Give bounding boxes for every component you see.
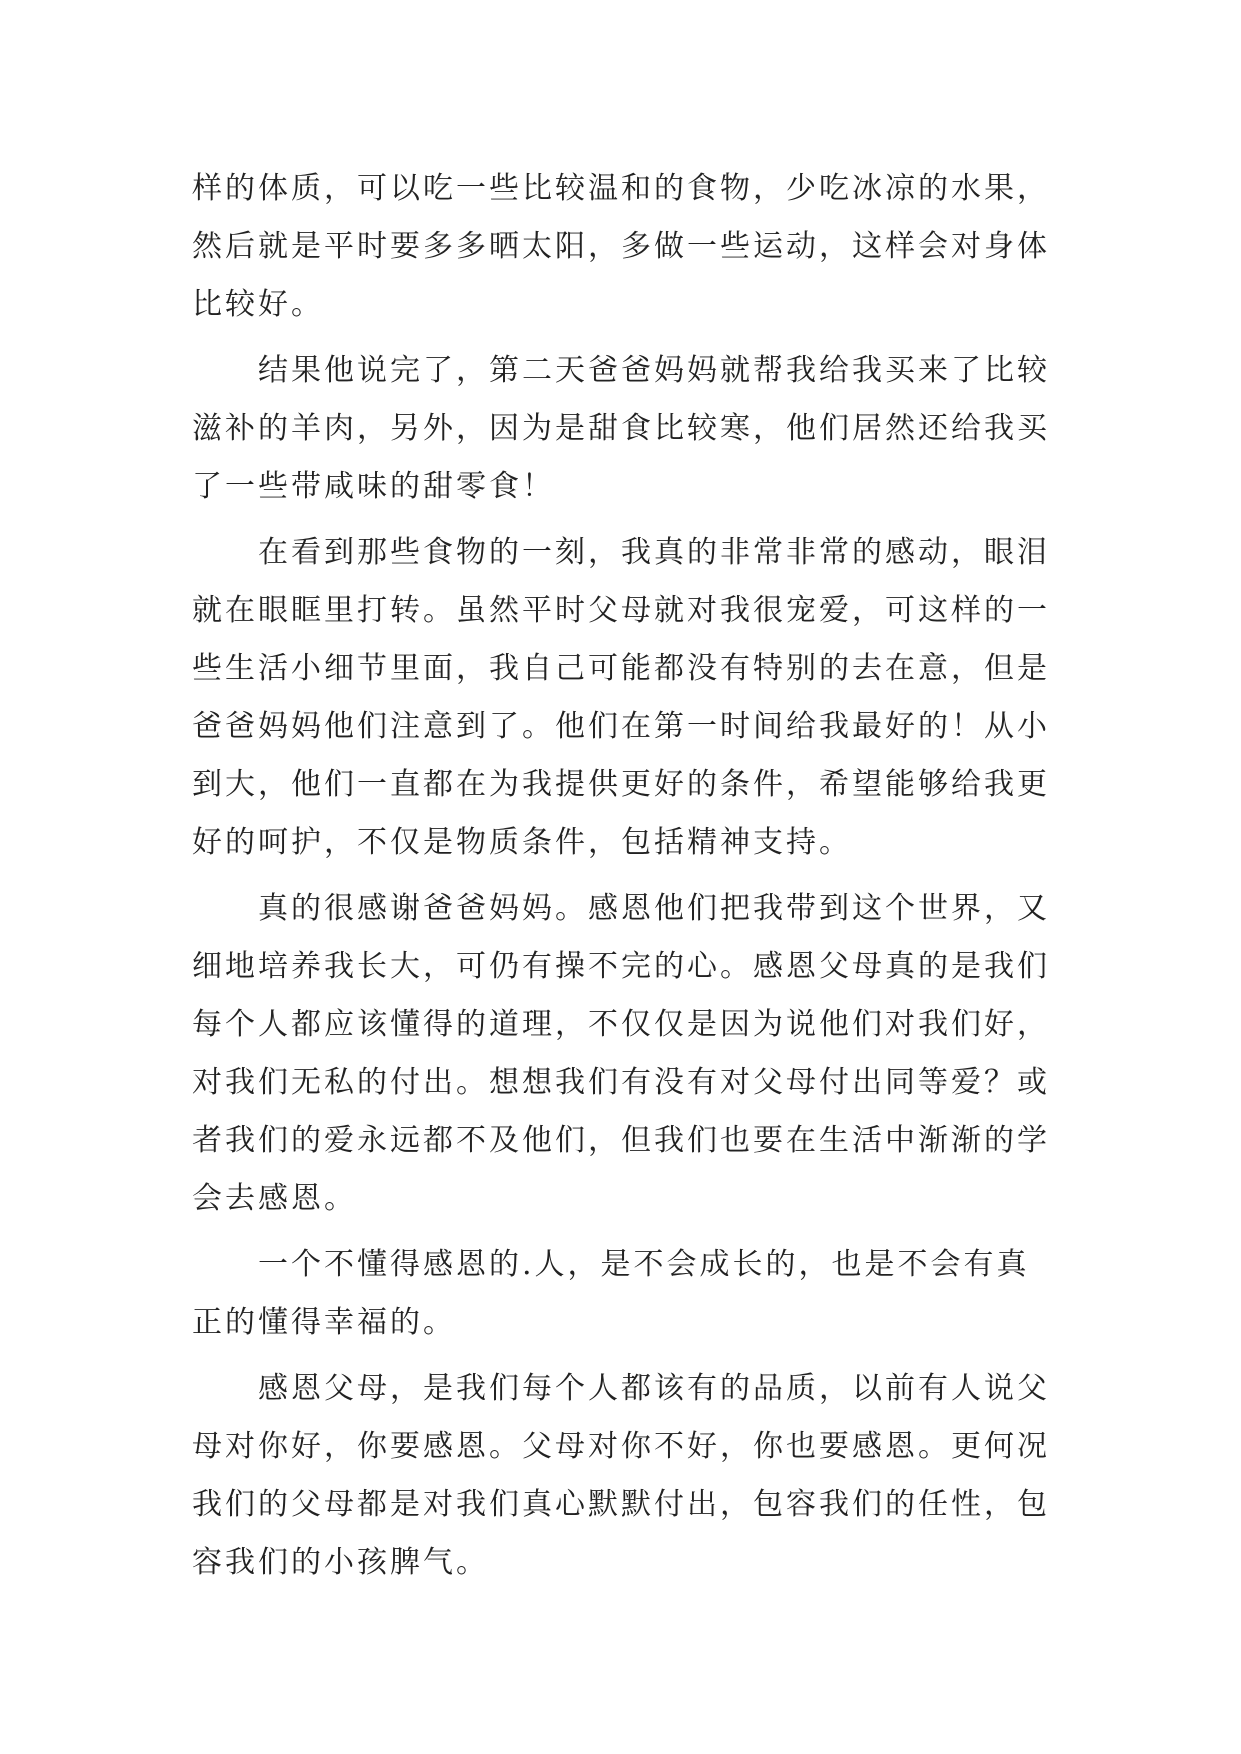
text-line: 滋补的羊肉，另外，因为是甜食比较寒，他们居然还给我买 (192, 411, 1050, 446)
document-body (192, 160, 1052, 1592)
text-line: 我们的父母都是对我们真心默默付出，包容我们的任性，包 (192, 1487, 1050, 1522)
text-line: 正的懂得幸福的。 (192, 1305, 456, 1340)
text-line: 对我们无私的付出。想想我们有没有对父母付出同等爱？或 (192, 1065, 1050, 1100)
paragraph-first-line: 一个不懂得感恩的.人，是不会成长的，也是不会有真 (258, 1247, 1030, 1282)
text-line: 细地培养我长大，可仍有操不完的心。感恩父母真的是我们 (192, 949, 1050, 984)
paragraph-first-line: 真的很感谢爸爸妈妈。感恩他们把我带到这个世界，又 (258, 891, 1050, 926)
text-line: 者我们的爱永远都不及他们，但我们也要在生活中渐渐的学 (192, 1123, 1050, 1158)
text-line: 会去感恩。 (192, 1181, 357, 1216)
text-line: 些生活小细节里面，我自己可能都没有特别的去在意，但是 (192, 651, 1050, 686)
text-line: 了一些带咸味的甜零食！ (192, 469, 555, 504)
text-line: 比较好。 (192, 287, 324, 322)
text-line: 每个人都应该懂得的道理，不仅仅是因为说他们对我们好， (192, 1007, 1050, 1042)
text-line: 容我们的小孩脾气。 (192, 1545, 489, 1580)
text-line: 好的呵护，不仅是物质条件，包括精神支持。 (192, 825, 852, 860)
text-line: 然后就是平时要多多晒太阳，多做一些运动，这样会对身体 (192, 229, 1050, 264)
text-line: 到大，他们一直都在为我提供更好的条件，希望能够给我更 (192, 767, 1050, 802)
paragraph-first-line: 结果他说完了，第二天爸爸妈妈就帮我给我买来了比较 (258, 353, 1050, 388)
text-line: 样的体质，可以吃一些比较温和的食物，少吃冰凉的水果， (192, 171, 1050, 206)
paragraph-first-line: 感恩父母，是我们每个人都该有的品质，以前有人说父 (258, 1371, 1050, 1406)
text-line: 爸爸妈妈他们注意到了。他们在第一时间给我最好的！从小 (192, 709, 1050, 744)
text-line: 就在眼眶里打转。虽然平时父母就对我很宠爱，可这样的一 (192, 593, 1050, 628)
paragraph-first-line: 在看到那些食物的一刻，我真的非常非常的感动，眼泪 (258, 535, 1050, 570)
text-line: 母对你好，你要感恩。父母对你不好，你也要感恩。更何况 (192, 1429, 1050, 1464)
